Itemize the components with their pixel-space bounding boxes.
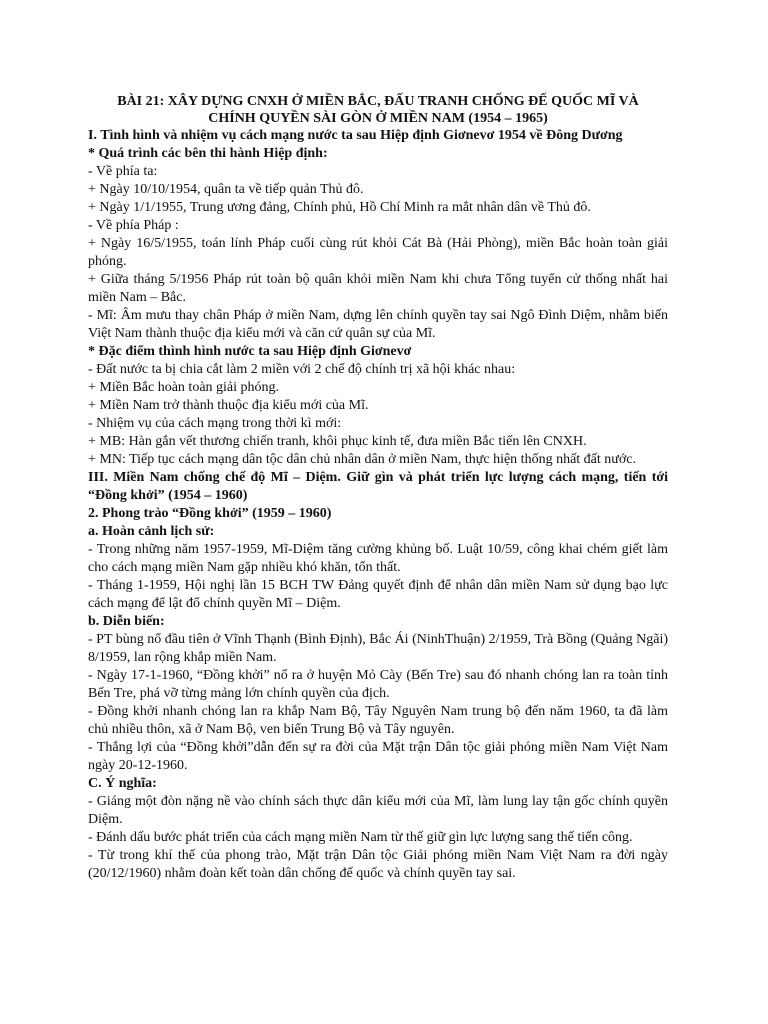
body-line: - Giáng một đòn nặng nề vào chính sách thực dân kiểu mới của Mĩ, làm lung lay tận gốc chính quyền Diệm. — [88, 794, 668, 827]
body-line: - Trong những năm 1957-1959, Mĩ-Diệm tăng cường khủng bố. Luật 10/59, công khai chém giết làm cho cách mạng miền Nam gặp nhiều khó khăn, tổn thất. — [88, 542, 668, 575]
body-line: - PT bùng nổ đầu tiên ở Vĩnh Thạnh (Bình Định), Bắc Ái (NinhThuận) 2/1959, Trà Bồng (Quảng Ngãi) 8/1959, lan rộng khắp miền Nam. — [88, 632, 668, 665]
section-heading: C. Ý nghĩa: — [88, 776, 157, 791]
body-line: + MN: Tiếp tục cách mạng dân tộc dân chủ nhân dân ở miền Nam, thực hiện thống nhất đất nước. — [88, 452, 636, 467]
body-line: + Ngày 16/5/1955, toán lính Pháp cuối cùng rút khỏi Cát Bà (Hải Phòng), miền Bắc hoàn toàn giải phóng. — [88, 236, 668, 269]
body-line: - Đồng khởi nhanh chóng lan ra khắp Nam Bộ, Tây Nguyên Nam trung bộ đến năm 1960, ta đã làm chủ nhiều thôn, xã ở Nam Bộ, ven biển Trung Bộ và Tây nguyên. — [88, 704, 668, 737]
section-heading: * Quá trình các bên thi hành Hiệp định: — [88, 146, 328, 161]
section-heading: III. Miền Nam chống chế độ Mĩ – Diệm. Giữ gìn và phát triển lực lượng cách mạng, tiến tới “Đồng khởi” (1954 – 1960) — [88, 470, 668, 503]
document-title-line-2: CHÍNH QUYỀN SÀI GÒN Ở MIỀN NAM (1954 – 1965) — [208, 111, 548, 126]
body-line: - Mĩ: Âm mưu thay chân Pháp ở miền Nam, dựng lên chính quyền tay sai Ngô Đình Diệm, nhằm biến Việt Nam thành thuộc địa kiểu mới và căn cứ quân sự của Mĩ. — [88, 308, 668, 341]
body-line: + Miền Bắc hoàn toàn giải phóng. — [88, 380, 280, 395]
section-heading: * Đặc điểm thình hình nước ta sau Hiệp định Giơnevơ — [88, 344, 412, 359]
section-heading: 2. Phong trào “Đồng khởi” (1959 – 1960) — [88, 506, 332, 521]
body-line: + MB: Hàn gắn vết thương chiến tranh, khôi phục kinh tế, đưa miền Bắc tiến lên CNXH. — [88, 434, 587, 449]
document-page — [88, 93, 668, 883]
body-line: + Miền Nam trở thành thuộc địa kiểu mới của Mĩ. — [88, 398, 369, 413]
body-line: - Tháng 1-1959, Hội nghị lần 15 BCH TW Đảng quyết định để nhân dân miền Nam sử dụng bạo lực cách mạng để lật đổ chính quyền Mĩ – Diệm. — [88, 578, 668, 611]
body-line: - Đánh dấu bước phát triển của cách mạng miền Nam từ thế giữ gìn lực lượng sang thế tiến công. — [88, 830, 633, 845]
body-line: + Giữa tháng 5/1956 Pháp rút toàn bộ quân khỏi miền Nam khi chưa Tổng tuyển cử thống nhất hai miền Nam – Bắc. — [88, 272, 668, 305]
body-line: + Ngày 10/10/1954, quân ta về tiếp quản Thủ đô. — [88, 182, 364, 197]
body-line: - Về phía Pháp : — [88, 218, 179, 233]
body-line: - Về phía ta: — [88, 164, 158, 179]
document-body — [88, 127, 668, 883]
section-heading: I. Tình hình và nhiệm vụ cách mạng nước ta sau Hiệp định Giơnevơ 1954 về Đông Dương — [88, 128, 623, 143]
body-line: - Thắng lợi của “Đồng khởi”dẫn đến sự ra đời của Mặt trận Dân tộc giải phóng miền Nam Việt Nam ngày 20-12-1960. — [88, 740, 668, 773]
body-line: + Ngày 1/1/1955, Trung ương đảng, Chính phủ, Hồ Chí Minh ra mắt nhân dân về Thủ đô. — [88, 200, 591, 215]
section-heading: b. Diễn biến: — [88, 614, 165, 629]
document-title-line-1: BÀI 21: XÂY DỰNG CNXH Ở MIỀN BẮC, ĐẤU TRANH CHỐNG ĐẾ QUỐC MĨ VÀ — [117, 94, 639, 109]
body-line: - Từ trong khí thế của phong trào, Mặt trận Dân tộc Giải phóng miền Nam Việt Nam ra đời ngày (20/12/1960) nhằm đoàn kết toàn dân chống đế quốc và chính quyền tay sai. — [88, 848, 668, 881]
section-heading: a. Hoàn cảnh lịch sử: — [88, 524, 215, 539]
body-line: - Nhiệm vụ của cách mạng trong thời kì mới: — [88, 416, 342, 431]
body-line: - Ngày 17-1-1960, “Đồng khởi” nổ ra ở huyện Mỏ Cày (Bến Tre) sau đó nhanh chóng lan ra toàn tỉnh Bến Tre, phá vỡ từng mảng lớn chính quyền của địch. — [88, 668, 668, 701]
body-line: - Đất nước ta bị chia cắt làm 2 miền với 2 chế độ chính trị xã hội khác nhau: — [88, 362, 516, 377]
